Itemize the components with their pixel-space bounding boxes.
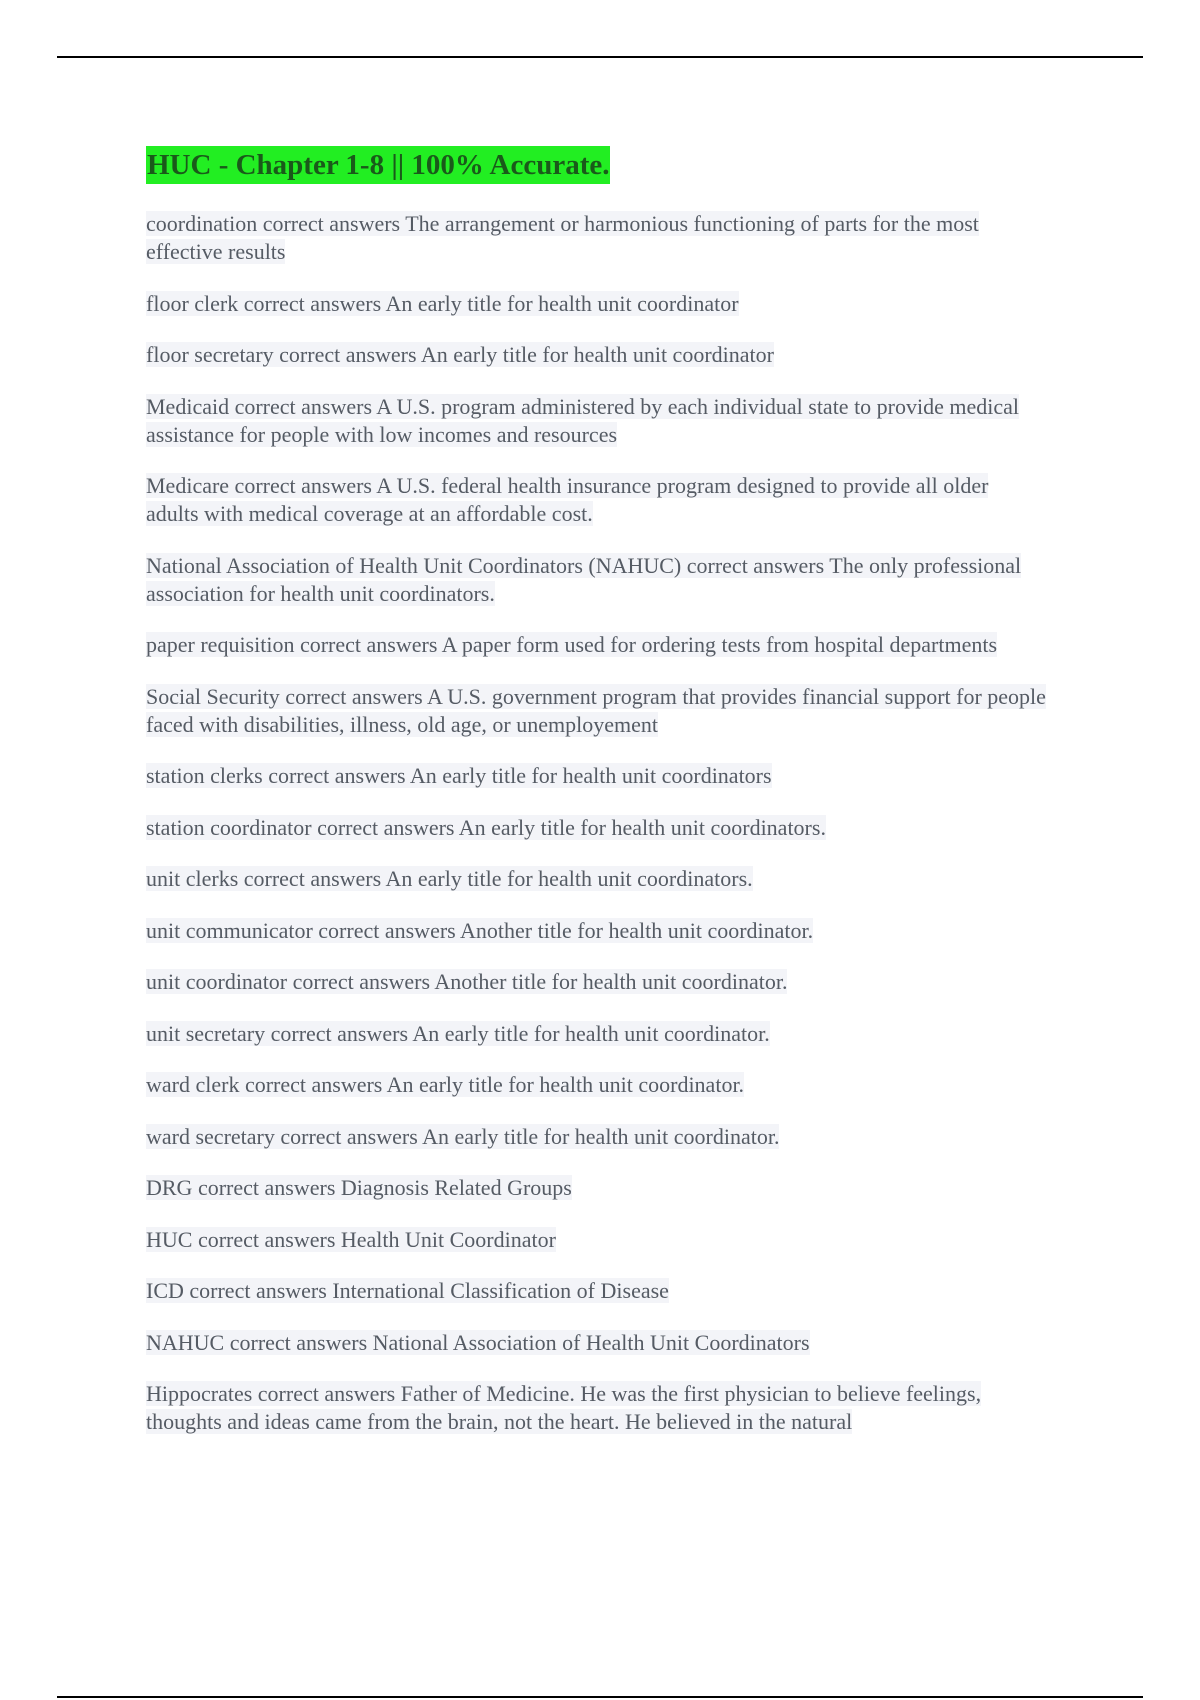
entry-text: floor clerk correct answers An early title for health unit coordinator [146, 290, 739, 316]
entry-coordination [146, 210, 1046, 266]
entry-unit-secretary [146, 1020, 1046, 1048]
entry-drg [146, 1174, 1046, 1202]
entry-text: station coordinator correct answers An early title for health unit coordinators. [146, 814, 826, 840]
entry-station-clerks [146, 762, 1046, 790]
entry-nahuc [146, 1329, 1046, 1357]
entry-icd [146, 1277, 1046, 1305]
entry-text: National Association of Health Unit Coordinators (NAHUC) correct answers The only professional association for health unit coordinators. [146, 552, 1022, 606]
entry-text: floor secretary correct answers An early title for health unit coordinator [146, 342, 774, 367]
entry-unit-communicator [146, 917, 1046, 945]
title-block [146, 146, 1046, 190]
entry-text: ward secretary correct answers An early title for health unit coordinator. [146, 1123, 780, 1149]
entry-text: Medicare correct answers A U.S. federal health insurance program designed to provide all older adults with medical coverage at an affordable cost. [146, 473, 989, 526]
entry-hippocrates [146, 1380, 1046, 1436]
entry-paper-requisition [146, 631, 1046, 659]
entry-medicaid [146, 393, 1046, 449]
entry-text: DRG correct answers Diagnosis Related Groups [146, 1175, 572, 1200]
entry-text: HUC correct answers Health Unit Coordinator [146, 1226, 556, 1252]
entry-nahuc-full [146, 552, 1046, 608]
entry-station-coordinator [146, 814, 1046, 842]
entry-text: coordination correct answers The arrangement or harmonious functioning of parts for the most effective results [146, 211, 979, 264]
entry-medicare [146, 472, 1046, 528]
entry-text: unit coordinator correct answers Another title for health unit coordinator. [146, 969, 788, 994]
document-body [146, 146, 1046, 1460]
entry-text: paper requisition correct answers A paper form used for ordering tests from hospital departments [146, 632, 998, 657]
entry-unit-clerks [146, 865, 1046, 893]
entry-text: NAHUC correct answers National Association of Health Unit Coordinators [146, 1329, 810, 1355]
entry-text: ICD correct answers International Classification of Disease [146, 1278, 669, 1303]
entry-text: ward clerk correct answers An early title for health unit coordinator. [146, 1072, 745, 1097]
entry-text: station clerks correct answers An early title for health unit coordinators [146, 763, 772, 788]
entry-text: unit communicator correct answers Another title for health unit coordinator. [146, 917, 814, 943]
entry-text: Social Security correct answers A U.S. government program that provides financial support for people faced with disabilities, illness, old age, or unemployement [146, 683, 1046, 737]
entry-text: unit secretary correct answers An early title for health unit coordinator. [146, 1020, 770, 1046]
entry-ward-secretary [146, 1123, 1046, 1151]
entry-text: Medicaid correct answers A U.S. program administered by each individual state to provide medical assistance for people with low incomes and resources [146, 393, 1020, 447]
entry-huc [146, 1226, 1046, 1254]
footer-rule [57, 1696, 1143, 1698]
entry-floor-secretary [146, 341, 1046, 369]
header-rule [57, 56, 1143, 58]
entry-text: Hippocrates correct answers Father of Medicine. He was the first physician to believe feelings, thoughts and ideas came from the brain, not the heart. He believed in the natural [146, 1381, 982, 1434]
document-title: HUC - Chapter 1-8 || 100% Accurate. [146, 146, 610, 184]
entry-floor-clerk [146, 290, 1046, 318]
entry-social-security [146, 683, 1046, 739]
entry-unit-coordinator [146, 968, 1046, 996]
entry-text: unit clerks correct answers An early title for health unit coordinators. [146, 866, 753, 891]
entry-ward-clerk [146, 1071, 1046, 1099]
